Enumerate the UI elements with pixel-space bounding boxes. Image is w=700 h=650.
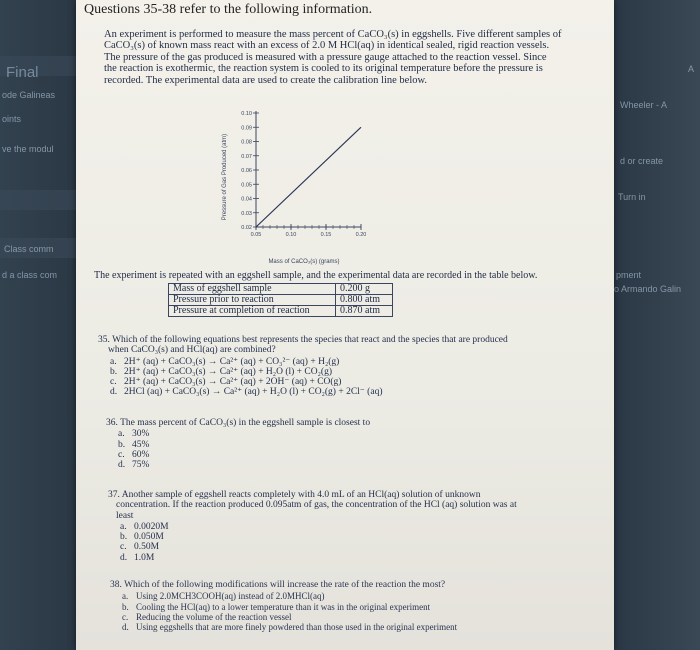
background-label: Turn in — [618, 192, 646, 202]
chart-x-tick-label: 0.15 — [320, 232, 332, 238]
chart-axes — [256, 111, 361, 227]
question-stem-line: concentration. If the reaction produced 0.095atm of gas, the concentration of the HCl (aq) solution was at — [116, 500, 517, 511]
question-stem: 38. Which of the following modifications will increase the rate of the reaction the most? — [110, 580, 446, 590]
option-letter: a. — [122, 591, 129, 602]
question-stem-line: when CaCO₃(s) and HCl(aq) are combined? — [108, 345, 276, 356]
question-36 — [106, 418, 566, 470]
background-label: Final — [6, 64, 39, 81]
option-letter: b. — [122, 601, 129, 612]
question-stem-line: least — [116, 510, 134, 521]
background-label: d a class com — [2, 270, 58, 280]
chart-y-tick-label: 0.08 — [241, 139, 252, 146]
table-row — [169, 295, 393, 306]
option-letter: b. — [110, 366, 118, 377]
answer-option — [110, 602, 580, 612]
table-cell-value: 0.800 atm — [336, 295, 393, 306]
question-37 — [108, 490, 548, 563]
background-label: pment — [616, 270, 642, 280]
question-stem-line: 35. Which of the following equations best represents the species that react and the species that are produced — [98, 335, 508, 345]
chart-y-tick-label: 0.02 — [241, 225, 252, 231]
answer-option — [98, 377, 568, 387]
question-35 — [98, 335, 568, 398]
background-block — [0, 190, 80, 210]
intro-line: the reaction is exothermic, the reaction system is cooled to its original temperature before the pressure is — [104, 63, 543, 75]
chart-y-tick-label: 0.09 — [241, 125, 252, 132]
question-stem-line: 37. Another sample of eggshell reacts completely with 4.0 mL of an HCl(aq) solution of unknown — [108, 490, 481, 500]
answer-option — [106, 429, 566, 439]
chart-ticks — [241, 111, 366, 238]
chart-y-tick-label: 0.10 — [241, 111, 252, 117]
answer-option — [108, 522, 548, 532]
intro-line: CaCO₃(s) of known mass react with an excess of 2.0 M HCl(aq) in identical sealed, rigid reaction vessels. — [104, 40, 550, 52]
chart-x-tick-label: 0.10 — [285, 232, 297, 238]
option-letter: d. — [118, 460, 126, 471]
calibration-chart — [216, 105, 366, 272]
chart-y-axis-label: Pressure of Gas Produced (atm) — [222, 133, 228, 221]
answer-option — [110, 591, 580, 601]
calibration-chart-svg — [216, 105, 366, 267]
background-label: ode Galineas — [2, 90, 56, 100]
answer-option — [110, 612, 580, 622]
chart-x-axis-label: Mass of CaCO₃(s) (grams) — [268, 259, 340, 265]
table-cell-label: Pressure prior to reaction — [169, 295, 336, 306]
answer-option — [108, 553, 548, 563]
table-row — [169, 284, 393, 295]
option-letter: b. — [120, 532, 128, 543]
answer-option — [108, 532, 548, 542]
option-letter: c. — [110, 377, 117, 388]
intro-line: The pressure of the gas produced is measured with a pressure gauge attached to the reaction vessel. Since — [104, 51, 547, 63]
background-left-panel — [0, 0, 80, 650]
chart-x-tick-label: 0.05 — [250, 232, 262, 238]
option-letter: d. — [120, 552, 128, 563]
chart-series — [256, 127, 361, 227]
option-text: 2H⁺ (aq) + CaCO₃(s) → Ca²⁺ (aq) + 2OH⁻ (aq) + CO(g) — [124, 377, 342, 388]
chart-y-tick-label: 0.03 — [241, 210, 252, 217]
option-text: 0.50M — [134, 542, 160, 553]
answer-option — [106, 450, 566, 460]
eggshell-data-table — [168, 283, 393, 317]
table-cell-label: Pressure at completion of reaction — [169, 306, 336, 317]
answer-option — [110, 622, 580, 632]
background-label: d or create — [620, 156, 664, 166]
page-heading: Questions 35-38 refer to the following information. — [84, 2, 373, 17]
chart-y-tick-label: 0.04 — [241, 196, 252, 203]
option-text: 2H⁺ (aq) + CaCO₃(s) → Ca²⁺ (aq) + CO₃²⁻ (aq) + H₂(g) — [124, 356, 340, 367]
option-letter: d. — [122, 622, 129, 633]
option-text: Reducing the volume of the reaction vessel — [136, 611, 292, 622]
option-text: 60% — [132, 449, 150, 460]
background-label: o Armando Galin — [614, 284, 682, 294]
option-letter: a. — [120, 521, 127, 532]
question-stem — [108, 490, 548, 521]
option-text: 2HCl (aq) + CaCO₃(s) → Ca²⁺ (aq) + H₂O (l) + CO₂(g) + 2Cl⁻ (aq) — [124, 387, 383, 398]
option-letter: a. — [118, 429, 125, 440]
background-label: ve the modul — [2, 144, 54, 154]
option-letter: c. — [120, 542, 127, 553]
answer-option — [98, 367, 568, 377]
background-right-panel — [612, 0, 700, 650]
option-text: Cooling the HCl(aq) to a lower temperature than it was in the original experiment — [136, 601, 431, 612]
background-label: oints — [2, 114, 22, 124]
intro-line: An experiment is performed to measure the mass percent of CaCO₃(s) in eggshells. Five different samples of — [104, 29, 562, 40]
background-label: A — [688, 64, 695, 74]
answer-option — [106, 440, 566, 450]
question-stem — [98, 335, 568, 356]
background-label: Wheeler - A — [620, 100, 668, 110]
intro-line: recorded. The experimental data are used to create the calibration line below. — [104, 74, 428, 86]
calibration-line — [256, 127, 361, 227]
option-text: Using eggshells that are more finely powdered than those used in the original experiment — [136, 622, 458, 633]
chart-y-tick-label: 0.06 — [241, 168, 252, 174]
option-text: 45% — [132, 439, 150, 450]
option-text: 75% — [132, 460, 150, 471]
question-stem: 36. The mass percent of CaCO₃(s) in the eggshell sample is closest to — [106, 418, 371, 428]
chart-y-tick-label: 0.05 — [241, 182, 252, 189]
option-text: 0.0020M — [134, 521, 169, 532]
chart-x-tick-label: 0.20 — [355, 232, 366, 238]
answer-option — [108, 542, 548, 552]
option-letter: a. — [110, 356, 117, 367]
option-text: 0.050M — [134, 532, 164, 543]
background-label: Class comm — [4, 244, 54, 254]
option-letter: c. — [122, 611, 129, 622]
table-row — [169, 306, 393, 317]
option-letter: b. — [118, 439, 126, 450]
intro-paragraph — [104, 29, 594, 86]
option-text: 30% — [132, 429, 150, 440]
option-text: Using 2.0MCH3COOH(aq) instead of 2.0MHCl(aq) — [136, 591, 325, 602]
answer-option — [106, 460, 566, 470]
table-cell-value: 0.870 atm — [336, 306, 393, 317]
option-text: 2H⁺ (aq) + CaCO₃(s) → Ca²⁺ (aq) + H₂O (l) + CO₂(g) — [124, 366, 332, 377]
answer-option — [98, 387, 568, 397]
table-cell-value: 0.200 g — [336, 284, 393, 295]
option-text: 1.0M — [134, 552, 155, 563]
table-cell-label: Mass of eggshell sample — [169, 284, 336, 295]
worksheet-page — [76, 0, 614, 650]
option-letter: d. — [110, 387, 118, 398]
question-38 — [110, 580, 580, 632]
repeat-experiment-text: The experiment is repeated with an eggshell sample, and the experimental data are recorded in the table below. — [94, 270, 538, 281]
option-letter: c. — [118, 449, 125, 460]
answer-option — [98, 357, 568, 367]
chart-y-tick-label: 0.07 — [241, 153, 252, 160]
